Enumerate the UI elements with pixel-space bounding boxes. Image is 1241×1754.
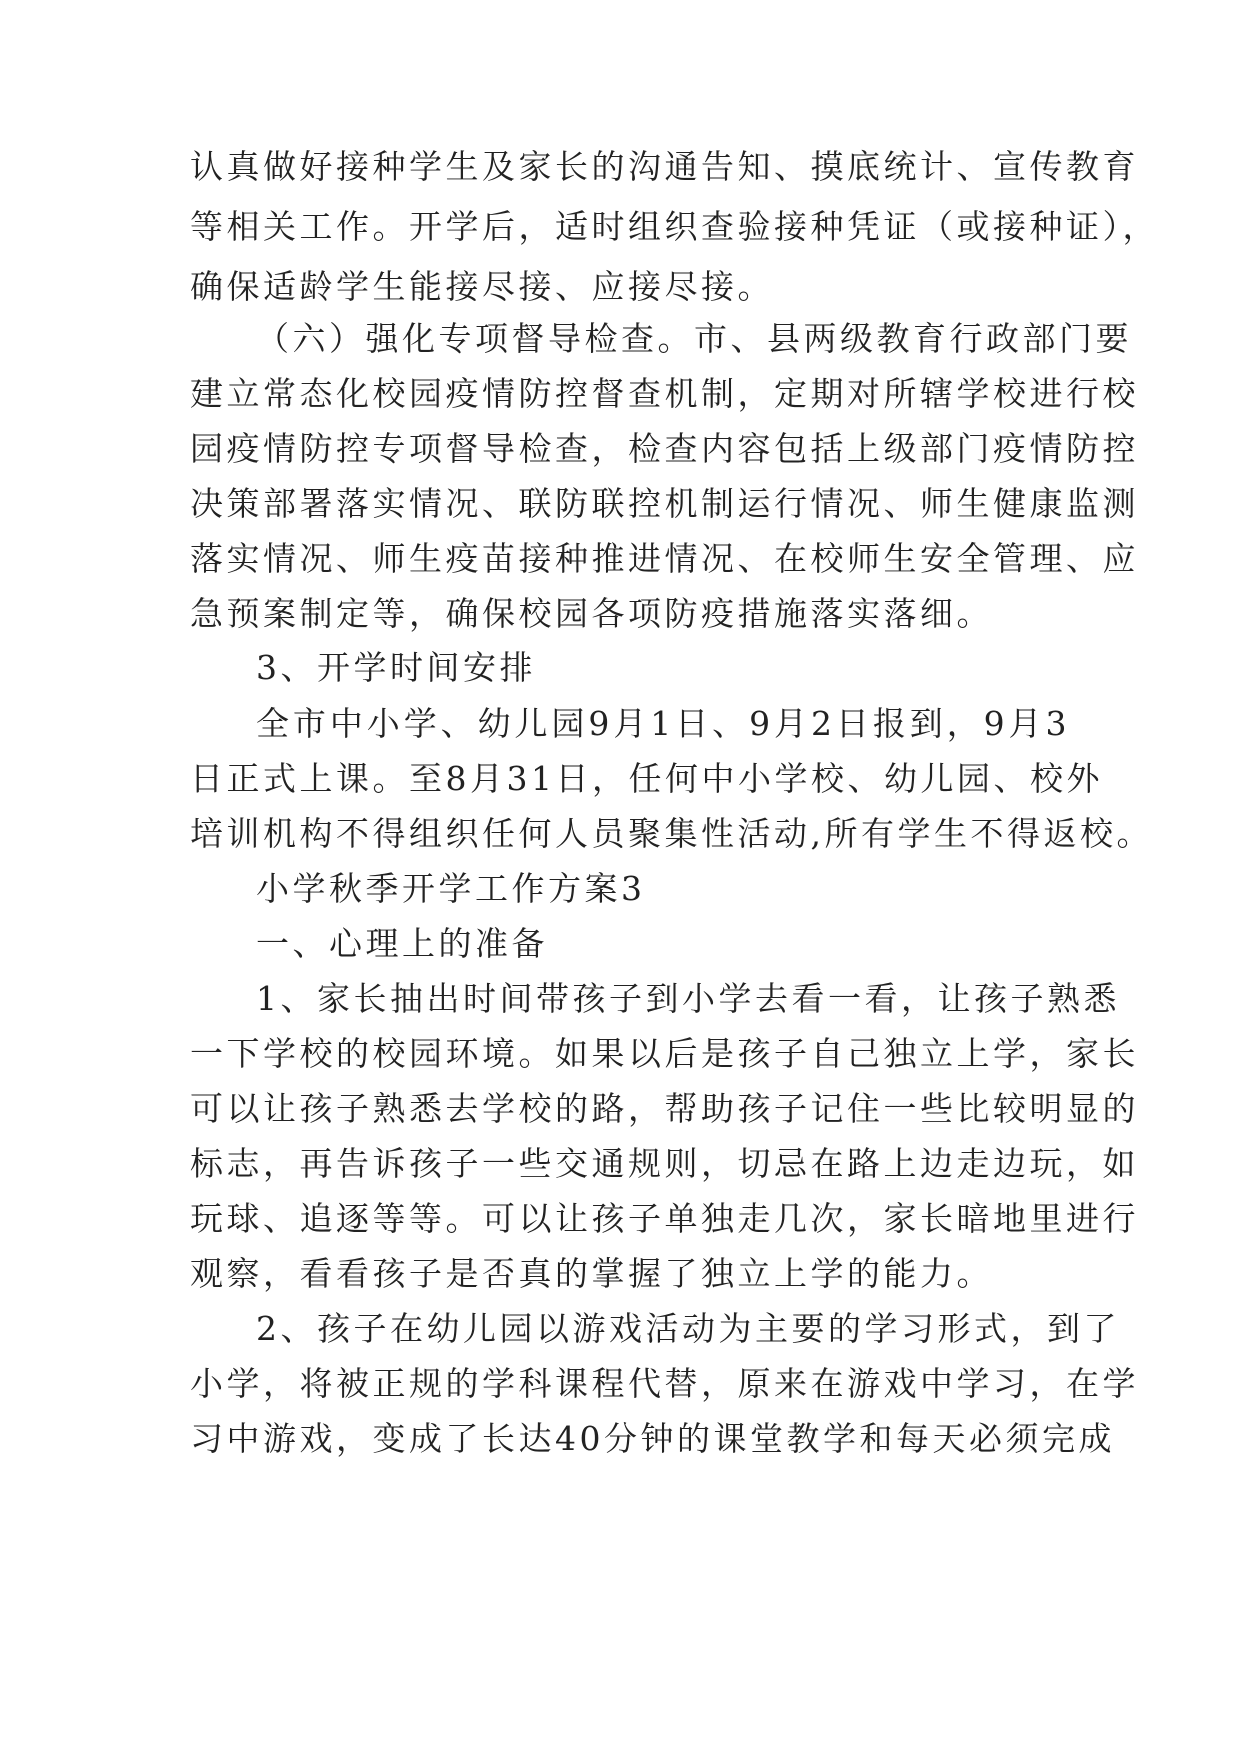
text-line: 观察，看看孩子是否真的掌握了独立上学的能力。: [190, 1254, 993, 1293]
section-heading: 小学秋季开学工作方案3: [256, 869, 646, 908]
text-line: 等相关工作。开学后，适时组织查验接种凭证（或接种证），: [190, 207, 1159, 246]
text-line: 习中游戏，变成了长达40分钟的课堂教学和每天必须完成: [190, 1419, 1115, 1458]
text-line: 2、孩子在幼儿园以游戏活动为主要的学习形式，到了: [256, 1309, 1120, 1348]
text-line: 玩球、追逐等等。可以让孩子单独走几次，家长暗地里进行: [190, 1199, 1139, 1238]
text-line: 标志，再告诉孩子一些交通规则，切忌在路上边走边玩，如: [190, 1144, 1139, 1183]
text-line: 建立常态化校园疫情防控督查机制，定期对所辖学校进行校: [190, 374, 1139, 413]
text-line: 小学，将被正规的学科课程代替，原来在游戏中学习，在学: [190, 1364, 1139, 1403]
text-line: 认真做好接种学生及家长的沟通告知、摸底统计、宣传教育: [190, 147, 1139, 186]
text-line: 一下学校的校园环境。如果以后是孩子自己独立上学，家长: [190, 1034, 1139, 1073]
text-line: 日正式上课。至8月31日，任何中小学校、幼儿园、校外: [190, 759, 1103, 798]
text-line: 急预案制定等，确保校园各项防疫措施落实落细。: [190, 594, 993, 633]
text-line: 园疫情防控专项督导检查，检查内容包括上级部门疫情防控: [190, 429, 1139, 468]
text-line: 决策部署落实情况、联防联控机制运行情况、师生健康监测: [190, 484, 1139, 523]
text-line: （六）强化专项督导检查。市、县两级教育行政部门要: [256, 319, 1132, 358]
text-line: 1、家长抽出时间带孩子到小学去看一看，让孩子熟悉: [256, 979, 1120, 1018]
text-line: 培训机构不得组织任何人员聚集性活动,所有学生不得返校。: [190, 814, 1153, 853]
section-heading: 3、开学时间安排: [256, 648, 536, 687]
text-line: 确保适龄学生能接尽接、应接尽接。: [190, 267, 774, 306]
text-line: 落实情况、师生疫苗接种推进情况、在校师生安全管理、应: [190, 539, 1139, 578]
section-heading: 一、心理上的准备: [256, 924, 548, 963]
text-line: 全市中小学、幼儿园9月1日、9月2日报到，9月3: [256, 704, 1070, 743]
text-line: 可以让孩子熟悉去学校的路，帮助孩子记住一些比较明显的: [190, 1089, 1139, 1128]
